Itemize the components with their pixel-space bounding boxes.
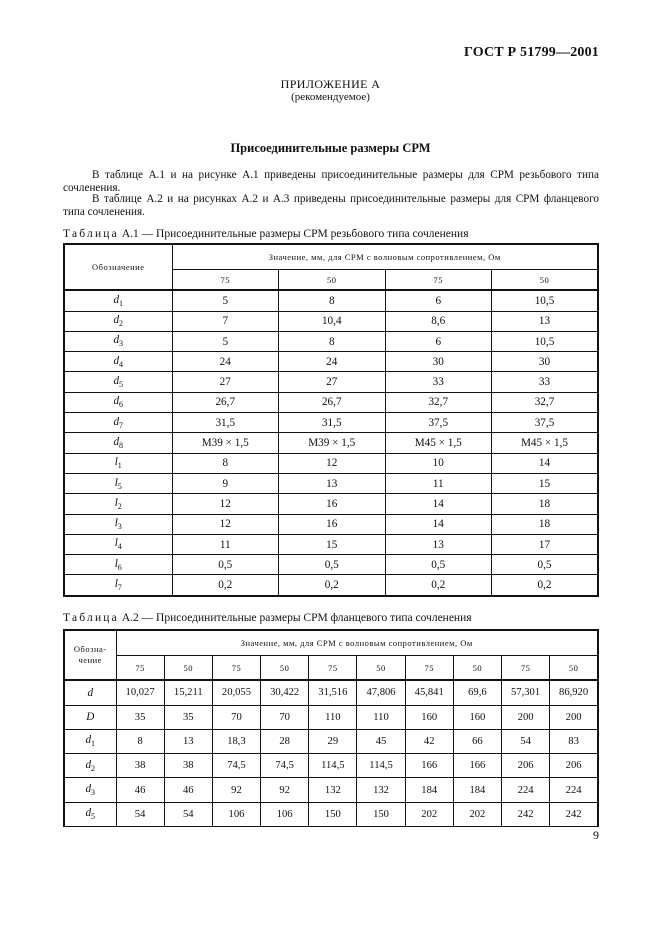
row-symbol: [64, 392, 172, 412]
table2-impedance-header: 75: [116, 656, 164, 681]
symbol-subscript: 4: [119, 359, 124, 369]
table-cell: 12: [172, 494, 279, 514]
table-cell: 26,7: [279, 392, 386, 412]
table-cell: 6: [385, 331, 492, 351]
table-cell: 37,5: [492, 413, 599, 433]
table-row: [64, 372, 598, 392]
table-cell: 47,806: [357, 680, 405, 705]
table-cell: 166: [405, 754, 453, 778]
symbol-subscript: 6: [117, 562, 122, 572]
symbol-subscript: 3: [117, 522, 122, 532]
table-cell: 54: [502, 729, 550, 753]
table-cell: 10,027: [116, 680, 164, 705]
table-cell: 18,3: [212, 729, 260, 753]
table-cell: 110: [309, 705, 357, 729]
table-cell: 206: [502, 754, 550, 778]
table1-impedance-header: 75: [172, 270, 279, 291]
table-cell: 0,5: [385, 555, 492, 575]
table-cell: 0,5: [492, 555, 599, 575]
row-symbol: [64, 473, 172, 493]
table2-caption: [63, 612, 472, 624]
table-cell: 0,2: [492, 575, 599, 596]
row-symbol: [64, 778, 116, 802]
table-cell: 184: [405, 778, 453, 802]
row-symbol: [64, 754, 116, 778]
row-symbol: [64, 453, 172, 473]
table-cell: 13: [492, 311, 599, 331]
symbol-letter: l: [114, 517, 118, 530]
table-cell: 11: [172, 534, 279, 554]
table-cell: 66: [453, 729, 501, 753]
table-cell: М45 × 1,5: [385, 433, 492, 453]
table-cell: 0,5: [172, 555, 279, 575]
table-cell: 13: [164, 729, 212, 753]
table-cell: 37,5: [385, 413, 492, 433]
symbol-subscript: 5: [91, 812, 96, 822]
symbol-letter: d: [113, 375, 120, 388]
table-cell: 31,516: [309, 680, 357, 705]
row-symbol: [64, 729, 116, 753]
table-row: [64, 331, 598, 351]
table-cell: 202: [453, 802, 501, 826]
table-cell: 202: [405, 802, 453, 826]
symbol-letter: d: [113, 293, 120, 306]
table-cell: 10,5: [492, 290, 599, 311]
table-a2: [63, 629, 599, 827]
symbol-letter: d: [113, 314, 120, 327]
table-cell: 224: [550, 778, 598, 802]
table-row: [64, 473, 598, 493]
table-cell: 30,422: [261, 680, 309, 705]
table-cell: 54: [116, 802, 164, 826]
symbol-subscript: 6: [119, 400, 124, 410]
table-cell: 10: [385, 453, 492, 473]
symbol-subscript: 1: [91, 739, 96, 749]
table-cell: 92: [261, 778, 309, 802]
table-cell: 38: [164, 754, 212, 778]
symbol-letter: l: [114, 577, 118, 590]
appendix-title: ПРИЛОЖЕНИЕ А: [280, 77, 381, 91]
table-cell: 200: [550, 705, 598, 729]
table-row: [64, 680, 598, 705]
row-symbol: [64, 331, 172, 351]
row-symbol: [64, 575, 172, 596]
table-cell: 14: [385, 494, 492, 514]
table-cell: 28: [261, 729, 309, 753]
table-cell: 70: [261, 705, 309, 729]
symbol-letter: l: [114, 537, 118, 550]
row-symbol: [64, 705, 116, 729]
table2-impedance-header: 75: [309, 656, 357, 681]
table1-impedance-header: 75: [385, 270, 492, 291]
row-symbol: [64, 494, 172, 514]
table-cell: 10,5: [492, 331, 599, 351]
table2-impedance-header: 75: [502, 656, 550, 681]
row-symbol: [64, 433, 172, 453]
row-symbol: [64, 802, 116, 826]
table-cell: 200: [502, 705, 550, 729]
table-cell: 35: [116, 705, 164, 729]
symbol-subscript: 4: [117, 542, 122, 552]
symbol-subscript: 1: [117, 461, 122, 471]
symbol-subscript: 2: [117, 502, 122, 512]
table-cell: 5: [172, 290, 279, 311]
table-cell: М39 × 1,5: [172, 433, 279, 453]
table-cell: 8: [172, 453, 279, 473]
table1-caption-label: Таблица: [63, 228, 119, 240]
row-symbol: [64, 555, 172, 575]
symbol-letter: l: [114, 557, 118, 570]
table-cell: 11: [385, 473, 492, 493]
table-cell: 30: [385, 352, 492, 372]
table-cell: 132: [309, 778, 357, 802]
table-cell: 33: [385, 372, 492, 392]
table-cell: 32,7: [385, 392, 492, 412]
table-cell: 12: [172, 514, 279, 534]
table-row: [64, 778, 598, 802]
table-cell: 14: [385, 514, 492, 534]
table-cell: 6: [385, 290, 492, 311]
table-cell: 20,055: [212, 680, 260, 705]
section-title: Присоединительные размеры СРМ: [230, 141, 431, 155]
table-cell: 114,5: [357, 754, 405, 778]
table-cell: 8: [279, 290, 386, 311]
symbol-letter: d: [87, 686, 94, 699]
table-cell: 31,5: [172, 413, 279, 433]
table-cell: 32,7: [492, 392, 599, 412]
table-cell: 166: [453, 754, 501, 778]
table-a1: [63, 243, 599, 597]
table-row: [64, 413, 598, 433]
symbol-subscript: 2: [119, 319, 124, 329]
table-cell: 9: [172, 473, 279, 493]
table-cell: 16: [279, 494, 386, 514]
symbol-subscript: 7: [117, 583, 122, 593]
table-row: [64, 290, 598, 311]
table-row: [64, 514, 598, 534]
symbol-letter: d: [85, 734, 92, 747]
table-cell: 132: [357, 778, 405, 802]
table-cell: М39 × 1,5: [279, 433, 386, 453]
table-cell: 160: [453, 705, 501, 729]
table1-impedance-header: 50: [279, 270, 386, 291]
table2-caption-label: Таблица: [63, 612, 119, 624]
table-row: [64, 453, 598, 473]
table-row: [64, 433, 598, 453]
table-cell: 70: [212, 705, 260, 729]
table-cell: 27: [279, 372, 386, 392]
table2-impedance-header: 75: [212, 656, 260, 681]
table-cell: 0,5: [279, 555, 386, 575]
table-cell: 184: [453, 778, 501, 802]
table-cell: 74,5: [261, 754, 309, 778]
table-cell: 35: [164, 705, 212, 729]
table1-group-header: Значение, мм, для СРМ с волновым сопротивлением, Ом: [172, 244, 598, 270]
symbol-letter: l: [114, 456, 118, 469]
symbol-subscript: 3: [119, 339, 124, 349]
table-cell: 17: [492, 534, 599, 554]
table-cell: 15,211: [164, 680, 212, 705]
table2-caption-text: А.2 — Присоединительные размеры СРМ фланцевого типа сочленения: [118, 612, 472, 624]
table-row: [64, 754, 598, 778]
paragraph-1-text: В таблице А.1 и на рисунке А.1 приведены присоединительные размеры для СРМ резьбового типа сочленения.: [63, 169, 599, 194]
table-cell: 46: [116, 778, 164, 802]
table-cell: 42: [405, 729, 453, 753]
table2-col-header: [64, 630, 116, 680]
table-cell: М45 × 1,5: [492, 433, 599, 453]
document-header: ГОСТ Р 51799—2001: [463, 45, 599, 60]
table-cell: 150: [357, 802, 405, 826]
symbol-subscript: 2: [91, 763, 96, 773]
row-symbol: [64, 680, 116, 705]
table-cell: 150: [309, 802, 357, 826]
table-cell: 8,6: [385, 311, 492, 331]
table2-impedance-header: 50: [453, 656, 501, 681]
table-cell: 38: [116, 754, 164, 778]
paragraph-1: [63, 169, 599, 195]
table-cell: 24: [279, 352, 386, 372]
table-row: [64, 392, 598, 412]
symbol-letter: l: [114, 496, 118, 509]
table-cell: 0,2: [279, 575, 386, 596]
table1-caption: [63, 228, 469, 240]
table-cell: 8: [279, 331, 386, 351]
row-symbol: [64, 514, 172, 534]
symbol-letter: l: [114, 476, 118, 489]
table-cell: 15: [279, 534, 386, 554]
row-symbol: [64, 311, 172, 331]
symbol-letter: d: [113, 415, 120, 428]
appendix-subtitle: (рекомендуемое): [291, 91, 370, 103]
table-cell: 242: [502, 802, 550, 826]
table-cell: 12: [279, 453, 386, 473]
table-cell: 27: [172, 372, 279, 392]
table2-col-header-line1: Обозна-: [73, 644, 107, 655]
table-cell: 57,301: [502, 680, 550, 705]
table-cell: 74,5: [212, 754, 260, 778]
table-cell: 114,5: [309, 754, 357, 778]
page-number: 9: [593, 828, 599, 842]
table2-impedance-header: 50: [164, 656, 212, 681]
table-cell: 92: [212, 778, 260, 802]
table-row: [64, 494, 598, 514]
table-cell: 30: [492, 352, 599, 372]
table-cell: 31,5: [279, 413, 386, 433]
table-cell: 15: [492, 473, 599, 493]
table-cell: 13: [279, 473, 386, 493]
row-symbol: [64, 534, 172, 554]
table-cell: 86,920: [550, 680, 598, 705]
symbol-letter: d: [85, 807, 92, 820]
row-symbol: [64, 352, 172, 372]
table-cell: 69,6: [453, 680, 501, 705]
table-cell: 83: [550, 729, 598, 753]
table2-impedance-header: 50: [261, 656, 309, 681]
symbol-subscript: 8: [119, 441, 124, 451]
table-cell: 5: [172, 331, 279, 351]
table-cell: 110: [357, 705, 405, 729]
table-row: [64, 534, 598, 554]
symbol-subscript: 5: [119, 380, 124, 390]
table-cell: 160: [405, 705, 453, 729]
row-symbol: [64, 413, 172, 433]
table-row: [64, 575, 598, 596]
table-cell: 106: [212, 802, 260, 826]
table2-group-header: Значение, мм, для СРМ с волновым сопротивлением, Ом: [116, 630, 598, 656]
symbol-letter: d: [113, 334, 120, 347]
table2-impedance-header: 75: [405, 656, 453, 681]
symbol-letter: d: [113, 395, 120, 408]
table-row: [64, 555, 598, 575]
table2-impedance-header: 50: [550, 656, 598, 681]
symbol-letter: d: [85, 783, 92, 796]
table-cell: 0,2: [385, 575, 492, 596]
table-cell: 10,4: [279, 311, 386, 331]
table-cell: 18: [492, 494, 599, 514]
table-cell: 206: [550, 754, 598, 778]
table1-impedance-header: 50: [492, 270, 599, 291]
table2-impedance-header: 50: [357, 656, 405, 681]
table-cell: 24: [172, 352, 279, 372]
symbol-letter: d: [113, 435, 120, 448]
table-cell: 29: [309, 729, 357, 753]
table-cell: 0,2: [172, 575, 279, 596]
symbol-subscript: 7: [119, 420, 124, 430]
symbol-subscript: 1: [119, 299, 124, 309]
table-cell: 45,841: [405, 680, 453, 705]
table1-caption-text: А.1 — Присоединительные размеры СРМ резьбового типа сочленения: [118, 228, 469, 240]
symbol-subscript: 3: [91, 788, 96, 798]
table-cell: 18: [492, 514, 599, 534]
table-cell: 13: [385, 534, 492, 554]
table-cell: 45: [357, 729, 405, 753]
paragraph-2-text: В таблице А.2 и на рисунках А.2 и А.3 приведены присоединительные размеры для СРМ фланцевого типа сочленения.: [63, 193, 599, 218]
table-cell: 54: [164, 802, 212, 826]
table1-col-header: Обозначение: [64, 244, 172, 290]
symbol-letter: d: [85, 758, 92, 771]
table-cell: 242: [550, 802, 598, 826]
table-cell: 16: [279, 514, 386, 534]
symbol-letter: D: [86, 711, 95, 724]
table-cell: 26,7: [172, 392, 279, 412]
table2-col-header-line2: чение: [78, 655, 102, 666]
table-cell: 106: [261, 802, 309, 826]
table-cell: 224: [502, 778, 550, 802]
symbol-letter: d: [113, 354, 120, 367]
table-cell: 7: [172, 311, 279, 331]
paragraph-2: [63, 193, 599, 219]
table-row: [64, 802, 598, 826]
table-row: [64, 352, 598, 372]
table-row: [64, 705, 598, 729]
table-cell: 8: [116, 729, 164, 753]
table-cell: 33: [492, 372, 599, 392]
table-cell: 46: [164, 778, 212, 802]
row-symbol: [64, 372, 172, 392]
symbol-subscript: 5: [117, 481, 122, 491]
row-symbol: [64, 290, 172, 311]
table-row: [64, 311, 598, 331]
table-row: [64, 729, 598, 753]
table-cell: 14: [492, 453, 599, 473]
